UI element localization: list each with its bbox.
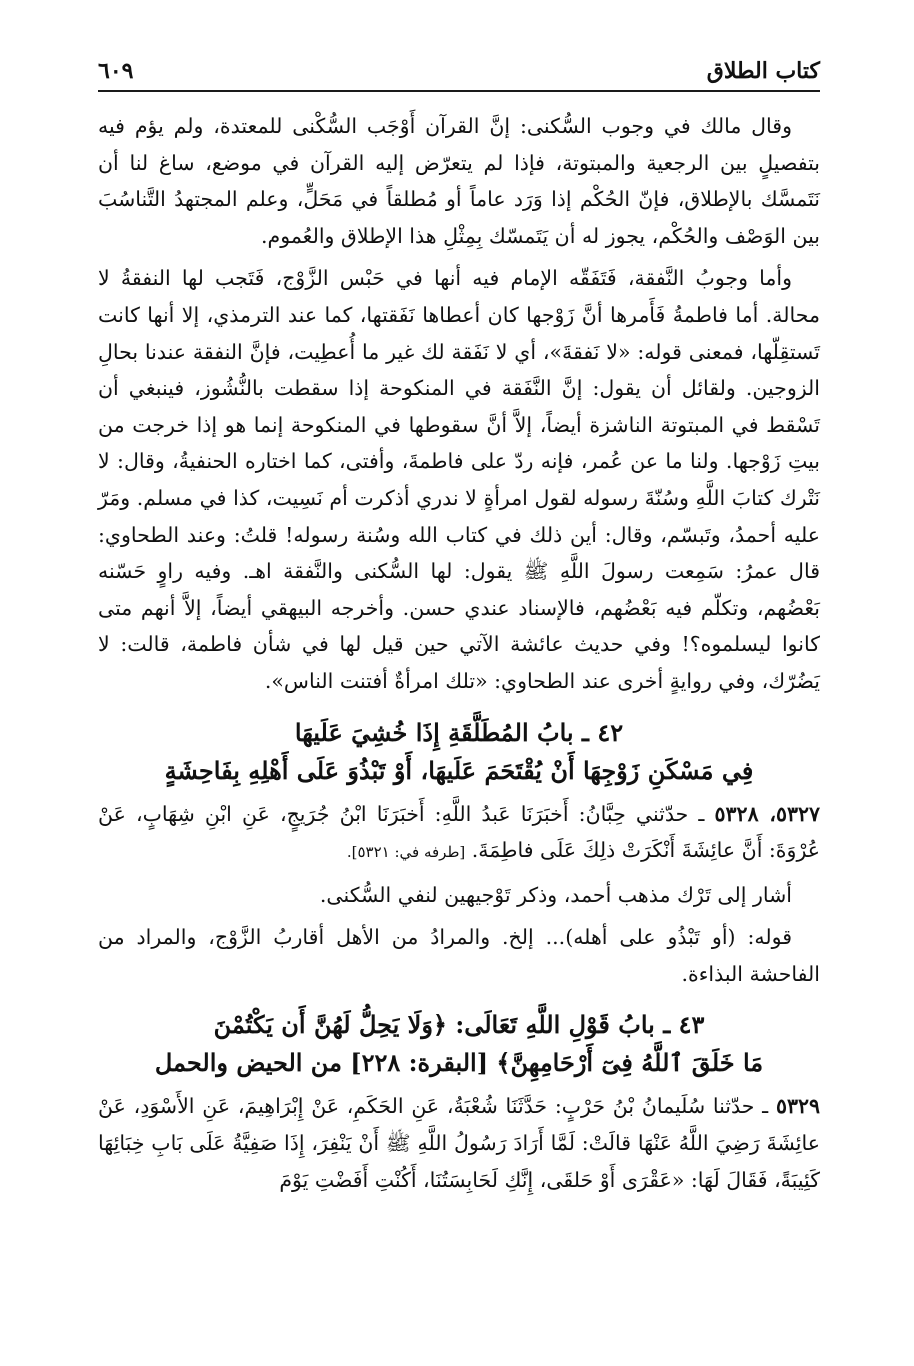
hadith-number: ٥٣٢٩ <box>775 1094 820 1119</box>
hadith-text <box>98 796 820 871</box>
chapter-heading-42 <box>98 714 820 790</box>
chapter-heading-line: ٤٣ ـ بابُ قَوْلِ اللَّهِ تَعَالَى: ﴿وَلَا يَحِلُّ لَهُنَّ أَن يَكْتُمْنَ <box>213 1010 705 1040</box>
chapter-heading-line: فِي مَسْكَنِ زَوْجِهَا أَنْ يُقْتَحَمَ عَلَيهَا، أَوْ تَبْذُوَ عَلَى أَهْلِهِ بِفَاحِشَةٍ <box>164 755 754 785</box>
page-header <box>98 52 820 92</box>
page-body <box>98 108 820 1204</box>
commentary-paragraph: أشار إلى تَرْك مذهب أحمد، وذكر تَوْجيهين لنفي السُّكنى. <box>319 882 792 907</box>
commentary-paragraph: قوله: (أو تَبْذُو على أهله)... إلخ. والمرادُ من الأهل أقاربُ الزَّوْج، والمراد من الفاحشة البذاءة. <box>98 925 820 986</box>
chapter-heading-43 <box>98 1006 820 1082</box>
chapter-heading-line: مَا خَلَقَ ٱللَّهُ فِىٓ أَرْحَامِهِنَّ﴾ [البقرة: ٢٢٨] من الحيض والحمل <box>154 1048 764 1078</box>
hadith-number: ٥٣٢٧، ٥٣٢٨ <box>714 801 820 826</box>
cross-reference: [طرفه في: ٥٣٢١]. <box>346 843 466 862</box>
page-number: ٦٠٩ <box>98 58 134 84</box>
chapter-heading-line: ٤٢ ـ بابُ المُطَلَّقَةِ إِذَا خُشِيَ عَلَيهَا <box>294 717 624 747</box>
hadith-text <box>98 1088 820 1198</box>
running-title: كتاب الطلاق <box>706 58 820 84</box>
commentary-paragraph: وأما وجوبُ النَّفقة، فَتَفَقّه الإمام فيه أنها في حَبْس الزَّوْج، فَتَجب لها النفقةُ لا محالة. أما فاطمةُ فَأَمرها أنَّ زَوْجها كان أعطاها نَفَقتها، كما عند الترمذي، إلا أنها كانت تَستقِلّها، فمعنى قوله: «لا نَفقةَ»، أي لا نَفَقة لك غير ما أُعطِيت، فإنَّ النفقة عندنا بحالِ الزوجين. ولقائل أن يقول: إنَّ النَّفَقة في المنكوحة إذا سقطت بالنُّشُوز، فينبغي أن تَسْقط في المبتوتة الناشزة أيضاً، إلاَّ أنَّ سقوطها في المنكوحة إنما هو إذا خرجت من بيتِ زَوْجها. ولنا ما عن عُمر، فإنه ردّ على فاطمةَ، وأفتى، كما اختاره الحنفيةُ، وقال: لا نَتْرك كتابَ اللَّهِ وسُنّةَ رسوله لقول امرأةٍ لا ندري أذكرت أم نَسِيت، كذا في مسلم. ومَرّ عليه أحمدُ، وتَبسّم، وقال: أين ذلك في كتاب الله وسُنة رسوله! قلتُ: وعند الطحاوي: قال عمرُ: سَمِعت رسولَ اللَّهِ ﷺ يقول: لها السُّكنى والنَّفقة اهـ. وفيه راوٍ حَسّنه بَعْضُهم، وتكلّم فيه بَعْضُهم، فالإسناد عندي حسن. وأخرجه البيهقي أيضاً، إلاَّ أنهم متى كانوا ليسلموه؟! وفي حديث عائشة الآتي حين قيل لها في شأن فاطمة، قالت: لا يَضُرّك، وفي روايةٍ أخرى عند الطحاوي: «تلك امرأةٌ أفتنت الناس». <box>98 266 820 693</box>
commentary-paragraph: وقال مالك في وجوب السُّكنى: إنَّ القرآن أَوْجَب السُّكْنى للمعتدة، ولم يؤم فيه بتفصيلٍ بين الرجعية والمبتوتة، فإذا لم يتعرّض إليه القرآن في موضع، ساغ لنا أن نَتَمسَّك بالإطلاق، فإنّ الحُكْم إذا وَرَد عاماً أو مُطلقاً في مَحَلٍّ، وعلم المجتهدُ التَّناسُبَ بين الوَصْف والحُكْم، يجوز له أن يَتَمسّك بِمِثْلِ هذا الإطلاق والعُموم. <box>98 114 820 248</box>
hadith-body: ـ حدّثني حِبَّانُ: أَخبَرَنَا عَبدُ اللَّهِ: أَخبَرَنَا ابْنُ جُرَيجٍ، عَنِ ابْنِ شِهَابٍ، عَنْ عُرْوَةَ: أَنَّ عائِشَةَ أَنْكَرَتْ ذلِكَ عَلَى فاطِمَةَ. <box>98 801 820 863</box>
hadith-body: ـ حدّثنا سُلَيمانُ بْنُ حَرْبٍ: حَدَّثَنَا شُعْبَةُ، عَنِ الحَكَمِ، عَنْ إِبْرَاهِيمَ، عَنِ الأَسْوَدِ، عَنْ عائِشَةَ رَضِيَ اللَّهُ عَنْهَا قالَتْ: لَمَّا أَرَادَ رَسُولُ اللَّهِ ﷺ أَنْ يَنْفِرَ، إِذَا صَفِيَّةُ عَلَى بَابِ خِبَائِهَا كَئِيبَةً، فَقَالَ لَهَا: «عَقْرَى أَوْ حَلقَى، إِنَّكِ لَحَابِسَتُنَا، أَكُنْتِ أَفَضْتِ يَوْمَ <box>98 1094 820 1192</box>
